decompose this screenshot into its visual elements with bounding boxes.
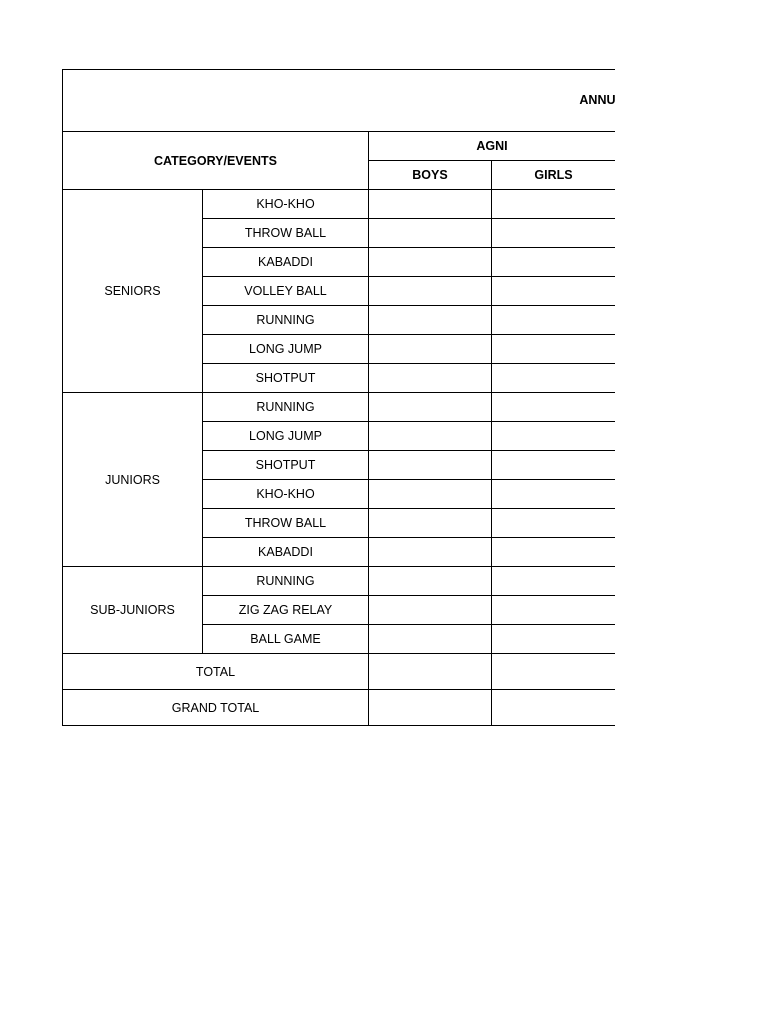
girls-score-cell[interactable]	[492, 219, 616, 248]
boys-score-cell[interactable]	[369, 625, 492, 654]
boys-score-cell[interactable]	[369, 480, 492, 509]
boys-score-cell[interactable]	[369, 596, 492, 625]
score-sheet	[62, 69, 615, 730]
event-name: RUNNING	[203, 306, 369, 335]
total-label: TOTAL	[63, 654, 369, 690]
event-name: LONG JUMP	[203, 335, 369, 364]
event-name: KABADDI	[203, 248, 369, 277]
event-name: LONG JUMP	[203, 422, 369, 451]
boys-score-cell[interactable]	[369, 248, 492, 277]
girls-score-cell[interactable]	[492, 364, 616, 393]
girls-total-cell[interactable]	[492, 654, 616, 690]
boys-score-cell[interactable]	[369, 538, 492, 567]
boys-score-cell[interactable]	[369, 364, 492, 393]
group-sub-juniors: SUB-JUNIORS	[63, 567, 203, 654]
girls-score-cell[interactable]	[492, 335, 616, 364]
girls-score-cell[interactable]	[492, 625, 616, 654]
boys-score-cell[interactable]	[369, 567, 492, 596]
girls-score-cell[interactable]	[492, 596, 616, 625]
event-name: KHO-KHO	[203, 480, 369, 509]
event-name: SHOTPUT	[203, 364, 369, 393]
event-name: KHO-KHO	[203, 190, 369, 219]
group-juniors: JUNIORS	[63, 393, 203, 567]
event-name: KABADDI	[203, 538, 369, 567]
event-name: RUNNING	[203, 567, 369, 596]
boys-score-cell[interactable]	[369, 277, 492, 306]
event-name: THROW BALL	[203, 219, 369, 248]
girls-score-cell[interactable]	[492, 277, 616, 306]
boys-score-cell[interactable]	[369, 335, 492, 364]
sheet-title: ANNU	[579, 93, 615, 107]
girls-score-cell[interactable]	[492, 538, 616, 567]
girls-score-cell[interactable]	[492, 248, 616, 277]
event-name: VOLLEY BALL	[203, 277, 369, 306]
category-events-header: CATEGORY/EVENTS	[63, 132, 369, 190]
boys-total-cell[interactable]	[369, 654, 492, 690]
boys-grand-total-cell[interactable]	[369, 690, 492, 726]
boys-header: BOYS	[369, 161, 492, 190]
girls-score-cell[interactable]	[492, 480, 616, 509]
house-header: AGNI	[369, 132, 616, 161]
girls-grand-total-cell[interactable]	[492, 690, 616, 726]
event-name: ZIG ZAG RELAY	[203, 596, 369, 625]
boys-score-cell[interactable]	[369, 306, 492, 335]
girls-score-cell[interactable]	[492, 451, 616, 480]
boys-score-cell[interactable]	[369, 219, 492, 248]
girls-score-cell[interactable]	[492, 393, 616, 422]
score-table	[62, 69, 615, 726]
girls-score-cell[interactable]	[492, 567, 616, 596]
grand-total-label: GRAND TOTAL	[63, 690, 369, 726]
girls-score-cell[interactable]	[492, 306, 616, 335]
girls-score-cell[interactable]	[492, 190, 616, 219]
boys-score-cell[interactable]	[369, 451, 492, 480]
event-name: SHOTPUT	[203, 451, 369, 480]
boys-score-cell[interactable]	[369, 393, 492, 422]
event-name: THROW BALL	[203, 509, 369, 538]
girls-score-cell[interactable]	[492, 509, 616, 538]
event-name: RUNNING	[203, 393, 369, 422]
boys-score-cell[interactable]	[369, 190, 492, 219]
title-row	[63, 70, 616, 132]
boys-score-cell[interactable]	[369, 509, 492, 538]
event-name: BALL GAME	[203, 625, 369, 654]
group-seniors: SENIORS	[63, 190, 203, 393]
boys-score-cell[interactable]	[369, 422, 492, 451]
girls-score-cell[interactable]	[492, 422, 616, 451]
girls-header: GIRLS	[492, 161, 616, 190]
